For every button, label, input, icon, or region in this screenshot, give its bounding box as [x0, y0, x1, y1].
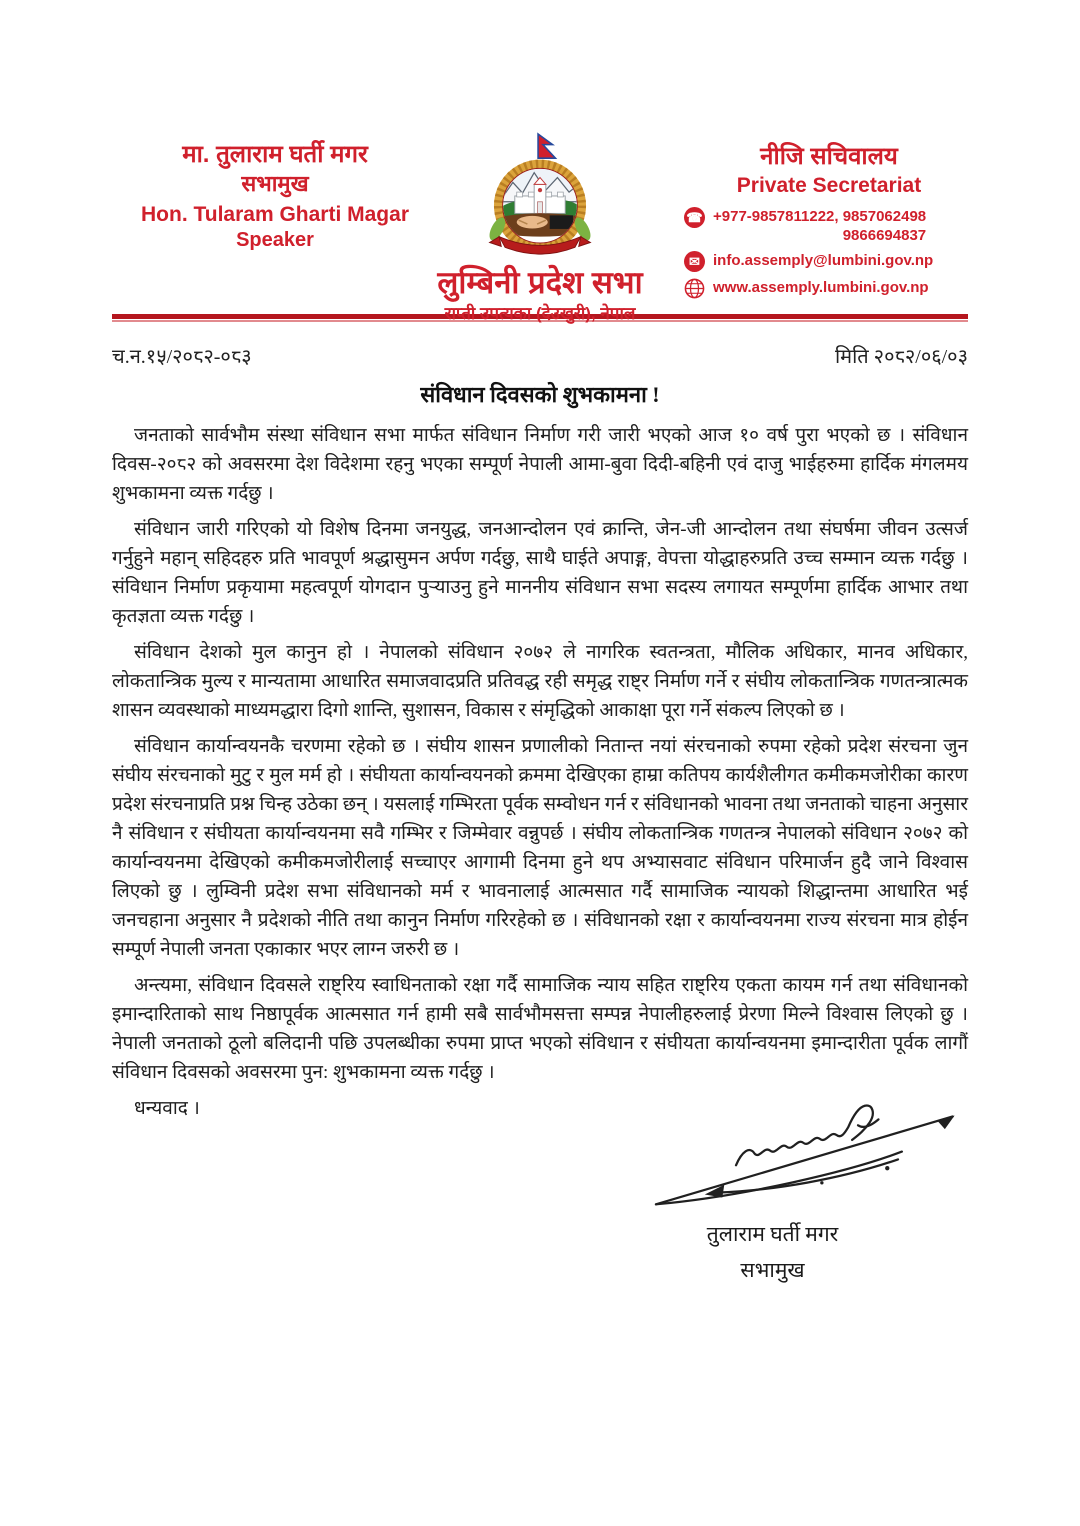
letter-date: मिति २०८२/०६/०३ — [834, 346, 968, 368]
secretariat-title-nepali: नीजि सचिवालय — [760, 143, 898, 170]
secretariat-contact-block — [684, 142, 974, 305]
phone-numbers-line1: +977-9857811222, 9857062498 — [713, 208, 927, 225]
letter-title: संविधान दिवसको शुभकामना ! — [420, 382, 660, 407]
website-row — [684, 278, 974, 299]
speaker-name-nepali: मा. तुलाराम घर्ती मगर — [182, 141, 368, 168]
secretariat-title-english: Private Secretariat — [736, 174, 922, 197]
email-row — [684, 251, 974, 272]
speaker-post-english: Speaker — [236, 229, 314, 251]
paragraph-3: संविधान देशको मुल कानुन हो । नेपालको संविधान २०७२ ले नागरिक स्वतन्त्रता, मौलिक अधिकार, मानव अधिकार, लोकतान्त्रिक मुल्य र मान्यतामा आधारित समाजवादप्रति प्रतिवद्ध रही समृद्ध राष्ट्र निर्माण गर्ने र संघीय लोकतान्त्रिक गणतन्त्रात्मक शासन व्यवस्थाको माध्यमद्धारा दिगो शान्ति, सुशासन, विकास र संमृद्धिको आकाक्षा पूरा गर्ने संकल्प लिएको छ । — [112, 642, 968, 721]
signature-block — [625, 1095, 990, 1285]
org-location: राप्ती उपत्यका (देउखुरी), नेपाल — [444, 304, 636, 323]
paragraph-4: संविधान कार्यान्वयनकै चरणमा रहेको छ । संघीय शासन प्रणालीको नितान्त नयां संरचनाको रुपमा रहेको प्रदेश संरचना जुन संघीय संरचनाको मुटु र मुल मर्म हो । संघीयता कार्यान्वयनको क्रममा देखिएका हाम्रा कतिपय कार्यशैलीगत कमीकमजोरीका कारण प्रदेश संरचनाप्रति प्रश्न चिन्ह उठेका छन् । यसलाई गम्भिरता पूर्वक सम्वोधन गर्न र संविधानको भावना तथा जनताको चाहना अनुसार नै संविधान र संघीयता कार्यान्वयनमा सवै गम्भिर र जिम्मेवार वन्नुपर्छ । संघीय लोकतान्त्रिक गणतन्त्र नेपालको संविधान २०७२ को कार्यान्वयनमा देखिएको कमीकमजोरीलाई सच्चाएर आगामी दिनमा हुने थप अभ्यासवाट संविधान परिमार्जन हुदै जाने विश्वास लिएको छु । लुम्विनी प्रदेश सभा संविधानको मर्म र भावनालाई आत्मसात गर्दै सामाजिक न्यायको शिद्धान्तमा आधारित भई जनचहाना अनुसार नै प्रदेशको नीति तथा कानुन निर्माण गरिरहेको छ । संविधानको रक्षा र कार्यान्वयनमा राज्य संरचना मात्र होईन सम्पूर्ण नेपाली जनता एकाकार भएर लाग्न जरुरी छ । — [112, 736, 968, 960]
nepal-flag-icon — [538, 134, 555, 158]
email-icon: ✉ — [684, 251, 705, 272]
signatory-name: तुलाराम घर्ती मगर — [706, 1222, 839, 1246]
signature-area — [112, 1123, 968, 1308]
lumbini-province-emblem-icon — [481, 132, 599, 258]
paragraph-5: अन्त्यमा, संविधान दिवसले राष्ट्रिय स्वाधिनताको रक्षा गर्दै सामाजिक न्याय सहित राष्ट्रिय एकता कायम गर्न तथा संविधानको इमान्दारिताको साथ निष्ठापूर्वक आत्मसात गर्न हामी सबै सार्वभौमसत्ता सम्पन्न नेपालीहरुलाई प्रेरणा मिल्ने विश्वास लिएको छु । नेपाली जनताको ठूलो बलिदानी पछि उपलब्धीका रुपमा प्राप्त भएको संविधान र संघीयता कार्यान्वयनमा इमान्दारीता पूर्वक लागौं संविधान दिवसको अवसरमा पुन: शुभकामना व्यक्त गर्दछु । — [112, 975, 968, 1083]
letter-page — [0, 136, 1080, 1526]
signatory-designation: सभामुख — [740, 1258, 805, 1282]
meta-row — [112, 342, 968, 369]
closing-thanks: धन्यवाद । — [134, 1098, 200, 1119]
org-name: लुम्बिनी प्रदेश सभा — [437, 265, 643, 300]
phone-row — [684, 207, 974, 245]
handwritten-signature — [642, 1095, 992, 1217]
letter-body — [112, 421, 968, 1087]
letterhead — [112, 136, 968, 323]
paragraph-1: जनताको सार्वभौम संस्था संविधान सभा मार्फत संविधान निर्माण गरी जारी भएको आज १० वर्ष पुरा भएको छ । संविधान दिवस-२०८२ को अवसरमा देश विदेशमा रहनु भएका सम्पूर्ण नेपाली आमा-बुवा दिदी-बहिनी एवं दाजु भाईहरुमा हार्दिक मंगलमय शुभकामना व्यक्त गर्दछु । — [112, 425, 968, 504]
paragraph-2: संविधान जारी गरिएको यो विशेष दिनमा जनयुद्ध, जनआन्दोलन एवं क्रान्ति, जेन-जी आन्दोलन तथा संघर्षमा जीवन उत्सर्ज गर्नुहुने महान् सहिदहरु प्रति भावपूर्ण श्रद्धासुमन अर्पण गर्दछु, साथै घाईते अपाङ्ग, वेपत्ता योद्धाहरुप्रति उच्च सम्मान व्यक्त गर्दछु । संविधान निर्माण प्रकृयामा महत्वपूर्ण योगदान पुऱ्याउनु हुने माननीय संविधान सभा सदस्य लगायत सम्पूर्णमा हार्दिक आभार तथा कृतज्ञता व्यक्त गर्दछु । — [112, 519, 968, 627]
globe-icon — [684, 278, 705, 299]
website-url: www.assemply.lumbini.gov.np — [713, 279, 929, 296]
phone-numbers-line2: 9866694837 — [842, 227, 927, 244]
email-address: info.assemply@lumbini.gov.np — [713, 252, 934, 269]
phone-icon: ☎ — [684, 207, 705, 228]
speaker-post-nepali: सभामुख — [241, 171, 309, 196]
org-identity-block — [380, 132, 700, 325]
reference-number: च.न.१५/२०८२-०८३ — [112, 346, 252, 368]
speaker-name-english: Hon. Tularam Gharti Magar — [141, 203, 409, 226]
